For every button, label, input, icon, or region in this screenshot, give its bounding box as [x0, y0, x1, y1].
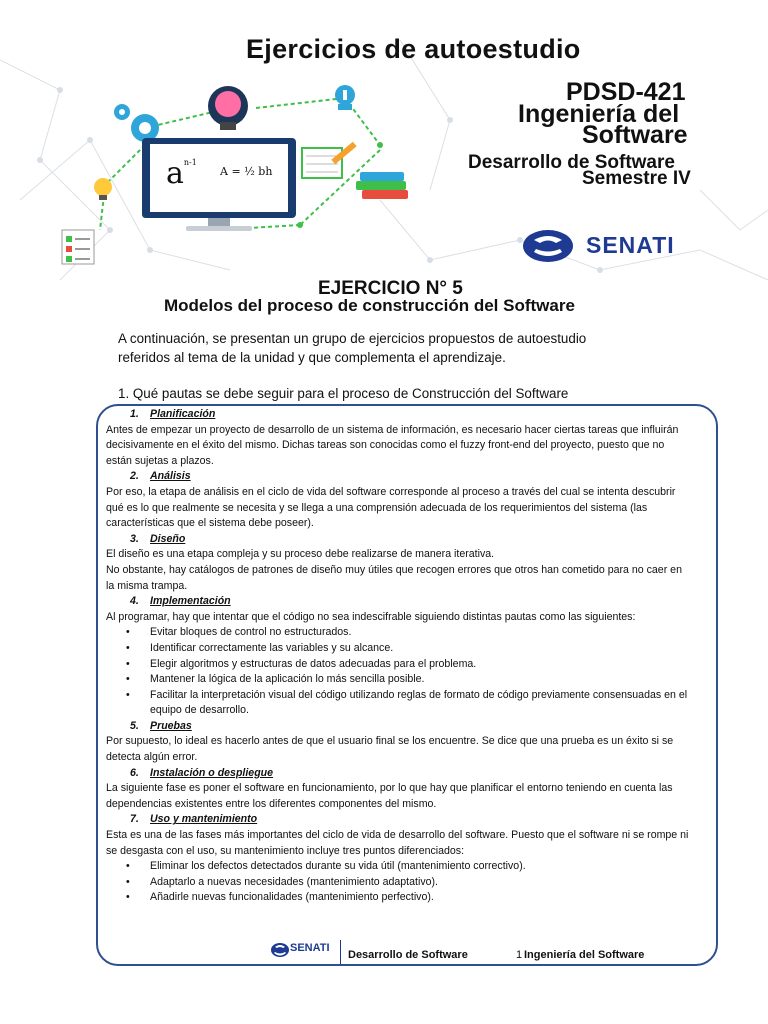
list-item: • Evitar bloques de control no estructurados. [146, 625, 692, 641]
formula-area: A = ½ bh [220, 165, 273, 178]
answer-content [106, 407, 692, 906]
info-badge-icon [335, 85, 355, 110]
document-header [0, 0, 768, 290]
program-name: Desarrollo de Software [468, 152, 675, 173]
list-item: • Facilitar la interpretación visual del código utilizando reglas de formato de código previamente consensuadas en el equipo de desarrollo. [146, 688, 692, 719]
header-title: Ejercicios de autoestudio [246, 34, 581, 64]
section-heading: 4. Implementación [130, 595, 231, 608]
footer-course: Ingeniería del Software [524, 949, 645, 961]
section-heading: 1. Planificación [130, 408, 216, 420]
section-text: El diseño es una etapa compleja y su proceso debe realizarse de manera iterativa. [106, 548, 495, 561]
intro-paragraph [118, 329, 678, 367]
section-text: Esta es una de las fases más importantes del ciclo de vida de desarrollo del software. Puesto que el software ni se rompe ni se desgasta con el uso, su mantenimiento incluye tres puntos diferenciados: [106, 829, 689, 857]
section-text: Al programar, hay que intentar que el código no sea indescifrable siguiendo distintas pautas como las siguientes: [106, 610, 636, 623]
section-heading: 5. Pruebas [130, 719, 192, 732]
list-item: • Mantener la lógica de la aplicación lo más sencilla posible. [146, 672, 692, 688]
section-text: No obstante, hay catálogos de patrones de diseño muy útiles que recogen errores que otros han cometido para no caer en la misma trampa. [106, 563, 682, 592]
list-item: • Adaptarlo a nuevas necesidades (mantenimiento adaptativo). [146, 875, 692, 891]
bullet-list [106, 859, 692, 906]
question-item: 1. Qué pautas se debe seguir para el proceso de Construcción del Software [118, 386, 569, 401]
section-heading: 7. Uso y mantenimiento [130, 813, 258, 826]
senati-brand-text: SENATI [586, 232, 675, 258]
intro-line: referidos al tema de la unidad y que complementa el aprendizaje. [118, 350, 506, 365]
exercise-title: EJERCICIO N° 5 [318, 278, 463, 299]
list-item: • Añadirle nuevas funcionalidades (mantenimiento perfectivo). [146, 890, 692, 906]
section-heading: 3. Diseño [130, 532, 186, 545]
list-item: • Elegir algoritmos y estructuras de datos adecuadas para el problema. [146, 657, 692, 673]
section-text: Antes de empezar un proyecto de desarrollo de un sistema de información, es necesario hacer ciertas tareas que influirán decisivamente en el éxito del mismo. Dichas tareas son conocidas como el fuzzy front-end del proyecto, puesto que no están sujetas a plazos. [106, 423, 679, 467]
section-heading: 2. Análisis [130, 470, 191, 483]
formula-symbol: $a^{n-1}$ [166, 156, 197, 191]
section-text: Por supuesto, lo ideal es hacerlo antes de que el usuario final se los encuentre. Se dice que una prueba es un éxito si se detecta algún error. [106, 735, 674, 764]
footer-brand: SENATI [290, 942, 330, 954]
course-name-line2: Software [582, 121, 688, 149]
bullet-list [106, 625, 692, 719]
exercise-subtitle: Modelos del proceso de construcción del Software [164, 296, 575, 315]
section-text: La siguiente fase es poner el software en funcionamiento, por lo que hay que planificar el entorno teniendo en cuenta las dependencias existentes entre los diferentes componentes del mismo. [106, 782, 673, 810]
section-text: Por eso, la etapa de análisis en el ciclo de vida del software corresponde al proceso a través del cual se intenta descubrir qué es lo que realmente se necesita y se llega a una comprensión adecuada de los requerimientos del sistema (las características que el sistema debe poseer). [106, 485, 676, 530]
list-item: • Identificar correctamente las variables y su alcance. [146, 641, 692, 657]
course-name-line1: Ingeniería del [518, 100, 680, 128]
page-number: 1 [516, 949, 523, 961]
semester-label: Semestre IV [582, 168, 691, 189]
books-icon [356, 172, 408, 199]
intro-line: A continuación, se presentan un grupo de ejercicios propuestos de autoestudio [118, 331, 587, 346]
checklist-icon [62, 230, 94, 264]
section-heading: 6. Instalación o despliegue [130, 766, 274, 779]
footer-divider [340, 940, 341, 964]
footer-program: Desarrollo de Software [348, 949, 468, 961]
list-item: • Eliminar los defectos detectados durante su vida útil (mantenimiento correctivo). [146, 859, 692, 875]
course-code: PDSD-421 [566, 78, 686, 106]
